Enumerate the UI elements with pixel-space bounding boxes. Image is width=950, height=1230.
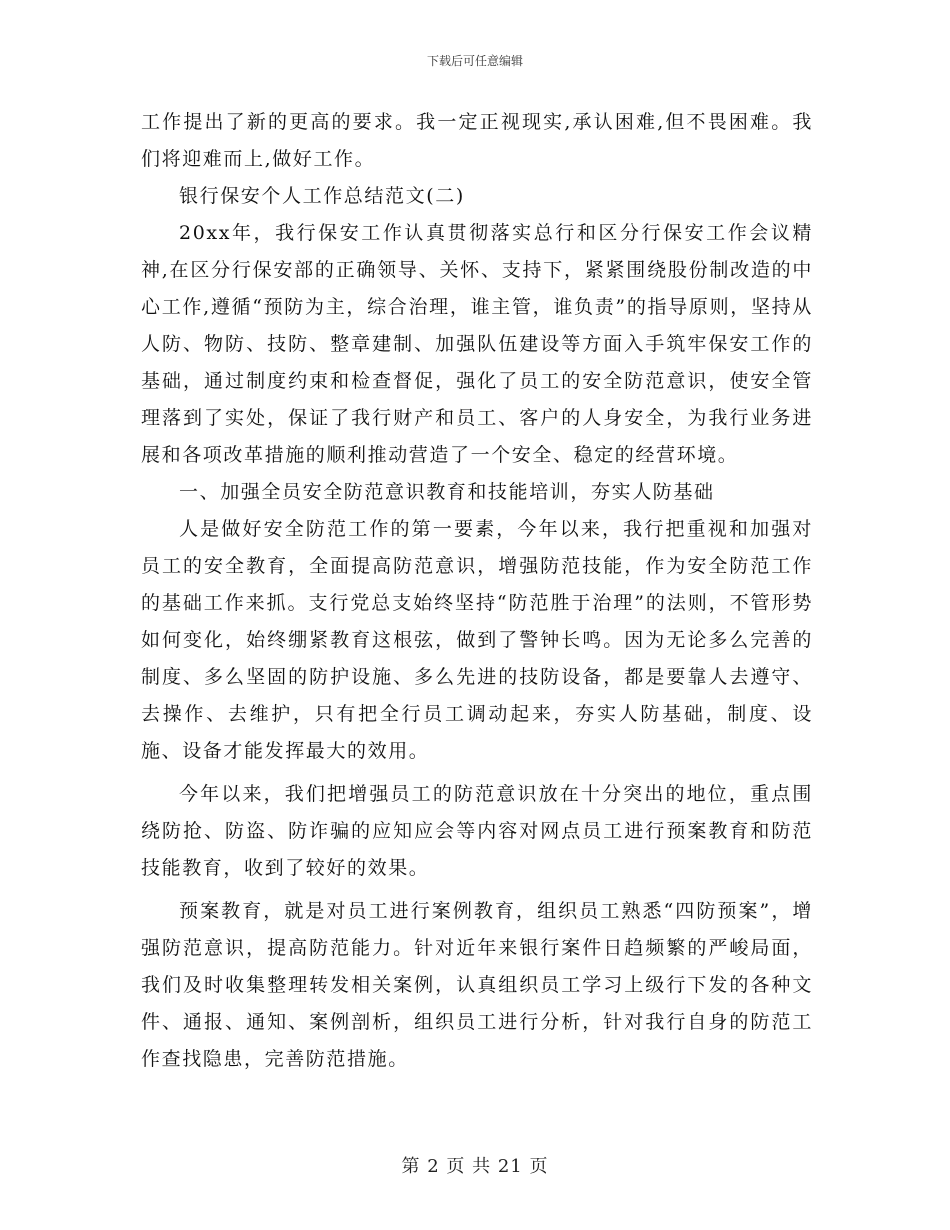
section-title: 银行保安个人工作总结范文(二)	[179, 185, 465, 207]
page-number: 第 2 页 共 21 页	[401, 1156, 549, 1177]
document-body	[141, 104, 813, 1078]
paragraph-human-defense: 人是做好安全防范工作的第一要素，今年以来，我行把重视和加强对员工的安全教育，全面提高防范意识，增强防范技能，作为安全防范工作的基础工作来抓。支行党总支始终坚持“防范胜于治理”的法则，不管形势如何变化，始终绷紧教育这根弦，做到了警钟长鸣。因为无论多么完善的制度、多么坚固的防护设施、多么先进的技防设备，都是要靠人去遵守、去操作、去维护，只有把全行员工调动起来，夯实人防基础，制度、设施、设备才能发挥最大的效用。	[141, 518, 813, 762]
paragraph-continuation: 工作提出了新的更高的要求。我一定正视现实,承认困难,但不畏困难。我们将迎难而上,做好工作。	[141, 111, 813, 170]
paragraph-intro: 20xx年，我行保安工作认真贯彻落实总行和区分行保安工作会议精神,在区分行保安部的正确领导、关怀、支持下，紧紧围绕股份制改造的中心工作,遵循“预防为主，综合治理，谁主管，谁负责”的指导原则，坚持从人防、物防、技防、整章建制、加强队伍建设等方面入手筑牢保安工作的基础，通过制度约束和检查督促，强化了员工的安全防范意识，使安全管理落到了实处，保证了我行财产和员工、客户的人身安全，为我行业务进展和各项改革措施的顺利推动营造了一个安全、稳定的经营环境。	[141, 222, 813, 466]
paragraph-awareness: 今年以来，我们把增强员工的防范意识放在十分突出的地位，重点围绕防抢、防盗、防诈骗的应知应会等内容对网点员工进行预案教育和防范技能教育，收到了较好的效果。	[141, 783, 813, 879]
paragraph-plan-education: 预案教育，就是对员工进行案例教育，组织员工熟悉“四防预案”，增强防范意识，提高防范能力。针对近年来银行案件日趋频繁的严峻局面，我们及时收集整理转发相关案例，认真组织员工学习上级行下发的各种文件、通报、通知、案例剖析，组织员工进行分析，针对我行自身的防范工作查找隐患，完善防范措施。	[141, 900, 813, 1070]
section-heading-1: 一、加强全员安全防范意识教育和技能培训，夯实人防基础	[179, 481, 715, 503]
page-header-note: 下载后可任意编辑	[426, 54, 523, 68]
